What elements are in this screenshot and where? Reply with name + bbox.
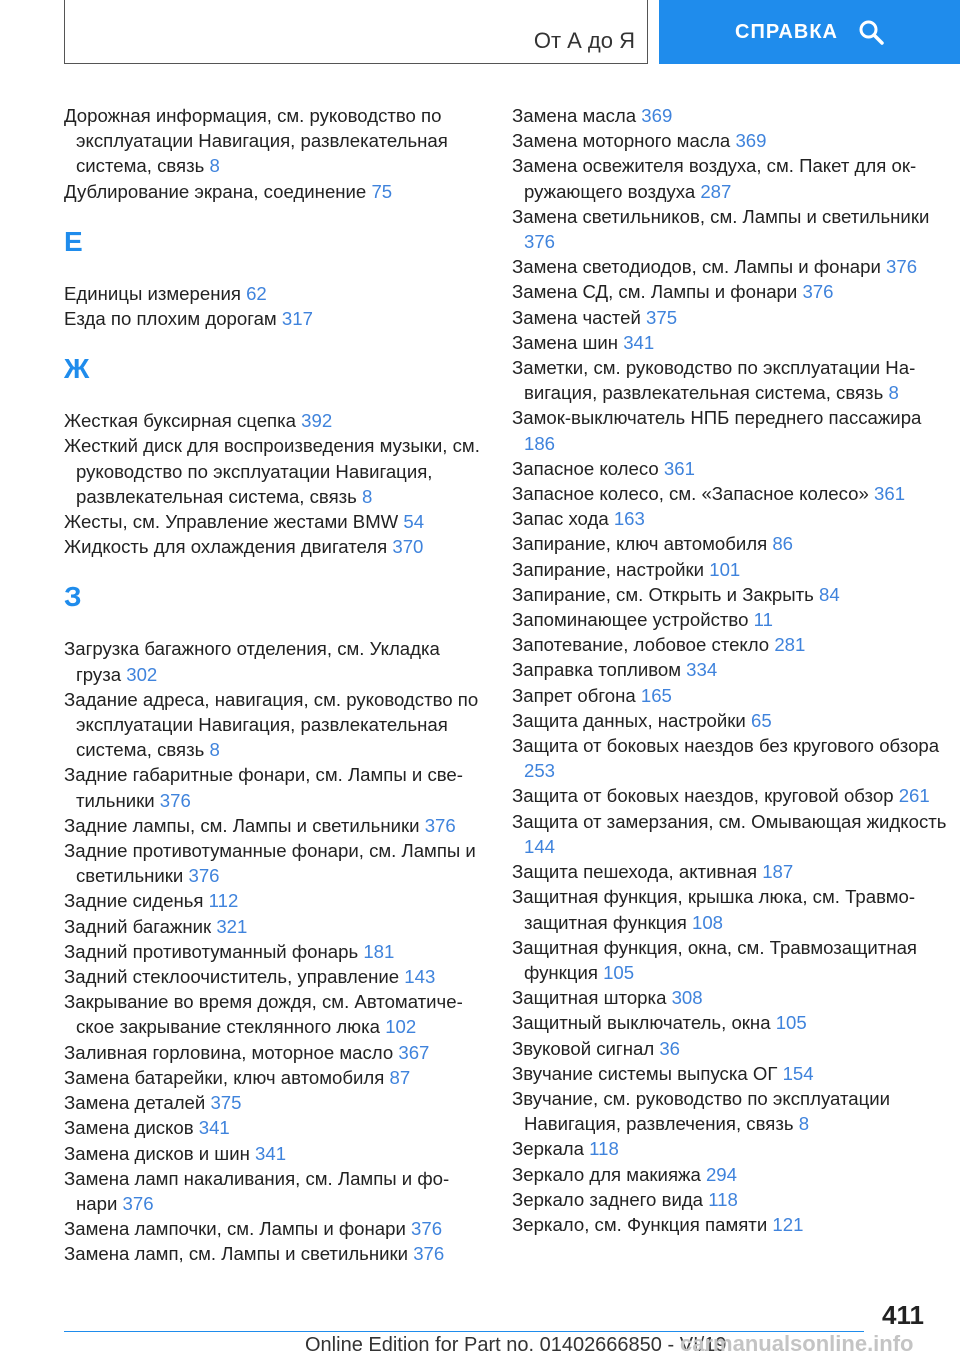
index-page-link[interactable]: 8: [362, 485, 373, 507]
index-entry: [64, 103, 484, 179]
index-entry-text: Замена ламп накаливания, см. Лампы и фонари: [64, 1167, 450, 1214]
index-entry: [64, 687, 484, 763]
index-entry: [64, 1090, 484, 1115]
index-entry: [512, 1086, 952, 1136]
index-section-letter: З: [64, 581, 82, 613]
index-entry-text: Задний багажник: [64, 915, 212, 937]
index-page-link[interactable]: 86: [772, 533, 794, 555]
index-entry: [512, 708, 952, 733]
index-entry-text: Единицы измерения: [64, 282, 241, 304]
index-entry-text: Жидкость для охлаждения двигателя: [64, 536, 388, 558]
index-entry-text: Задание адреса, навигация, см. руководство по эксплуатации Навигация, развлекательная система, связь: [64, 688, 479, 761]
index-page-link[interactable]: 375: [210, 1092, 242, 1114]
index-page-link[interactable]: 361: [874, 483, 906, 505]
index-entry: [64, 1216, 484, 1241]
index-entry: [512, 557, 952, 582]
index-entry: [512, 783, 952, 808]
index-entry-text: Замок-выключатель НПБ переднего пассажира: [512, 407, 922, 429]
index-entry: [512, 506, 952, 531]
index-entry-text: Задние лампы, см. Лампы и светильники: [64, 814, 420, 836]
index-entry-text: Замена дисков и шин: [64, 1142, 250, 1164]
index-page-link[interactable]: 8: [888, 382, 899, 404]
index-page-link[interactable]: 370: [392, 536, 424, 558]
index-page-link[interactable]: 62: [246, 282, 267, 304]
index-page-link[interactable]: 376: [411, 1218, 443, 1240]
index-page-link[interactable]: 341: [198, 1117, 230, 1139]
index-entry: [64, 509, 484, 534]
index-page-link[interactable]: 369: [735, 130, 767, 152]
index-entry: [512, 884, 952, 934]
index-entry-text: Запрет обгона: [512, 684, 636, 706]
index-entry-text: Запирание, настройки: [512, 558, 705, 580]
index-page-link[interactable]: 181: [363, 940, 395, 962]
index-entry: [64, 306, 484, 331]
index-page-link[interactable]: 367: [398, 1041, 430, 1063]
index-entry: [64, 179, 484, 204]
index-entry-text: Запирание, см. Открыть и Закрыть: [512, 583, 814, 605]
index-page-link[interactable]: 287: [700, 180, 732, 202]
index-entry-text: Жесткая буксирная сцепка: [64, 410, 296, 432]
index-entry-text: Задний стеклоочиститель, управление: [64, 966, 400, 988]
index-entry-text: Замена светильников, см. Лампы и светильники: [512, 205, 930, 227]
index-entry-text: Задние габаритные фонари, см. Лампы и светильники: [64, 764, 463, 811]
index-page-link[interactable]: 261: [898, 785, 930, 807]
index-page-link[interactable]: 361: [663, 457, 695, 479]
index-entry: [512, 1061, 952, 1086]
index-page-link[interactable]: 8: [209, 155, 220, 177]
index-page-link[interactable]: 105: [775, 1012, 807, 1034]
index-entry-text: Замена дисков: [64, 1117, 194, 1139]
index-entry: [64, 433, 484, 509]
index-page-link[interactable]: 65: [750, 709, 772, 731]
index-page-link[interactable]: 321: [216, 915, 248, 937]
index-entry-text: Замена лампочки, см. Лампы и фонари: [64, 1218, 406, 1240]
index-entry-text: Езда по плохим дорогам: [64, 308, 277, 330]
index-page-link[interactable]: 253: [524, 760, 556, 782]
index-entry-text: Звуковой сигнал: [512, 1037, 655, 1059]
index-entry: [64, 1166, 484, 1216]
index-page-link[interactable]: 369: [641, 105, 673, 126]
index-entry: [512, 733, 952, 783]
index-entry: [512, 481, 952, 506]
index-entry-text: Защитная функция, крышка люка, см. Травмозащитная функция: [512, 886, 916, 933]
index-page-link[interactable]: 317: [281, 308, 313, 330]
index-entry-text: Защита от замерзания, см. Омывающая жидкость: [512, 810, 947, 832]
index-entry-text: Замена частей: [512, 306, 641, 328]
index-entry: [64, 636, 484, 686]
index-page-link[interactable]: 165: [640, 684, 672, 706]
index-page-link[interactable]: 112: [208, 890, 239, 912]
index-page-link[interactable]: 392: [301, 410, 333, 432]
index-entry-text: Замена освежителя воздуха, см. Пакет для окружающего воздуха: [512, 155, 917, 202]
index-page-link[interactable]: 143: [404, 966, 436, 988]
index-page-link[interactable]: 84: [818, 583, 840, 605]
footer-edition-text: Online Edition for Part no. 01402666850 - VI/19: [305, 1334, 727, 1356]
index-page-link[interactable]: 186: [524, 432, 556, 454]
index-entry: [512, 153, 952, 203]
index-page-link[interactable]: 308: [671, 987, 703, 1009]
index-page-link[interactable]: 75: [371, 180, 393, 202]
header-tab-a-to-z[interactable]: [64, 0, 648, 64]
index-page-link[interactable]: 118: [708, 1188, 738, 1210]
index-entry-text: Защита пешехода, активная: [512, 861, 758, 883]
index-entry: [512, 305, 952, 330]
index-entry: [512, 330, 952, 355]
index-page-link[interactable]: 376: [802, 281, 834, 303]
index-section-letter: Ж: [64, 353, 90, 385]
index-entry: [512, 405, 952, 455]
index-entry: [64, 914, 484, 939]
index-entry-text: Загрузка багажного отделения, см. Укладка груза: [64, 638, 440, 685]
index-page-link[interactable]: 294: [705, 1163, 737, 1185]
index-page-link[interactable]: 376: [122, 1192, 154, 1214]
index-entry: [512, 355, 952, 405]
index-entry-text: Задние противотуманные фонари, см. Лампы и светильники: [64, 840, 476, 887]
index-entry: [512, 1036, 952, 1061]
index-entry: [64, 534, 484, 559]
index-entry-text: Замена СД, см. Лампы и фонари: [512, 281, 798, 303]
index-entry-text: Запирание, ключ автомобиля: [512, 533, 768, 555]
index-entry-text: Защита от боковых наездов, круговой обзор: [512, 785, 894, 807]
header-tab-reference[interactable]: [659, 0, 960, 64]
index-entry-text: Замена батарейки, ключ автомобиля: [64, 1066, 385, 1088]
index-entry-text: Жесткий диск для воспроизведения музыки, см. руководство по эксплуатации Навигация, развлекательная система, связь: [64, 435, 480, 507]
index-entry: [64, 762, 484, 812]
index-entry: [64, 989, 484, 1039]
index-entry-text: Замена ламп, см. Лампы и светильники: [64, 1243, 409, 1265]
index-entry-text: Заметки, см. руководство по эксплуатации Навигация, развлекательная система, связь: [512, 357, 916, 404]
index-entry-text: Замена деталей: [64, 1092, 206, 1114]
index-page-link[interactable]: 8: [209, 739, 220, 761]
header-tab-a-to-z-label: От А до Я: [533, 28, 635, 53]
index-entry: [512, 683, 952, 708]
index-page-link[interactable]: 54: [403, 511, 425, 533]
index-entry-text: Зеркало заднего вида: [512, 1188, 704, 1210]
index-entry-text: Запасное колесо, см. «Запасное колесо»: [512, 483, 869, 505]
index-entry: [64, 1141, 484, 1166]
index-entry: [512, 859, 952, 884]
index-page-link[interactable]: 341: [623, 331, 655, 353]
index-page-link[interactable]: 11: [753, 609, 773, 631]
index-entry-text: Защитная функция, окна, см. Травмозащитная функция: [512, 936, 917, 983]
index-entry-text: Защита от боковых наездов без кругового обзора: [512, 735, 940, 757]
index-entry-text: Звучание, см. руководство по эксплуатации Навигация, развлечения, связь: [512, 1087, 891, 1135]
index-page-link[interactable]: 87: [389, 1066, 411, 1088]
index-page-link[interactable]: 187: [762, 861, 794, 883]
index-entry-text: Звучание системы выпуска ОГ: [512, 1062, 778, 1084]
index-entry: [512, 1187, 952, 1212]
index-column-right: [512, 103, 952, 1237]
index-entry-text: Защита данных, настройки: [512, 709, 746, 731]
index-entry: [512, 632, 952, 657]
index-page-link[interactable]: 102: [385, 1016, 417, 1038]
index-entry: [512, 204, 952, 254]
index-entry-text: Замена моторного масла: [512, 130, 731, 152]
index-entry-text: Замена шин: [512, 331, 619, 353]
index-entry: [512, 582, 952, 607]
index-page-link[interactable]: 108: [691, 911, 724, 933]
index-entry: [64, 1040, 484, 1065]
index-entry-text: Закрывание во время дождя, см. Автоматическое закрывание стеклянного люка: [64, 991, 463, 1038]
index-page-link[interactable]: 144: [524, 835, 556, 857]
index-entry-text: Замена светодиодов, см. Лампы и фонари: [512, 256, 881, 278]
index-page-link[interactable]: 302: [126, 663, 158, 685]
index-entry: [512, 935, 952, 985]
index-page-link[interactable]: 376: [413, 1243, 445, 1265]
index-page-link[interactable]: 376: [524, 231, 556, 253]
index-entry-text: Задние сиденья: [64, 890, 204, 912]
index-entry: [512, 456, 952, 481]
index-entry: [64, 888, 484, 913]
index-entry: [64, 813, 484, 838]
index-entry: [64, 964, 484, 989]
index-entry: [512, 985, 952, 1010]
index-entry-text: Заливная горловина, моторное масло: [64, 1041, 394, 1063]
index-entry-text: Дублирование экрана, соединение: [64, 180, 367, 202]
index-page-link[interactable]: 36: [659, 1037, 681, 1059]
index-page-link[interactable]: 101: [709, 558, 741, 580]
index-entry-text: Запотевание, лобовое стекло: [512, 634, 770, 656]
index-entry-text: Жесты, см. Управление жестами BMW: [64, 511, 399, 533]
index-page-link[interactable]: 281: [774, 634, 806, 656]
index-page-link[interactable]: 105: [603, 961, 635, 983]
index-entry: [512, 128, 952, 153]
header-tab-reference-label: СПРАВКА: [735, 20, 838, 43]
index-page-link[interactable]: 334: [686, 659, 718, 681]
index-entry-text: Замена масла: [512, 105, 637, 126]
index-entry: [512, 531, 952, 556]
index-page-link[interactable]: 376: [886, 256, 918, 278]
index-column-left: [64, 103, 484, 1267]
index-page-link[interactable]: 376: [424, 814, 456, 836]
index-section-letter: Е: [64, 225, 83, 257]
index-entry-text: Дорожная информация, см. руководство по эксплуатации Навигация, развлекательная система, связь: [64, 105, 448, 177]
index-entry-text: Защитный выключатель, окна: [512, 1012, 771, 1034]
index-entry: [64, 408, 484, 433]
index-entry: [64, 281, 484, 306]
index-entry: [512, 1212, 952, 1237]
index-entry: [512, 607, 952, 632]
index-page-link[interactable]: 376: [188, 865, 220, 887]
index-entry: [64, 939, 484, 964]
index-entry: [64, 1241, 484, 1266]
index-entry: [512, 1136, 952, 1161]
index-entry-text: Запоминающее устройство: [512, 609, 749, 631]
index-entry-text: Зеркало, см. Функция памяти: [512, 1213, 768, 1235]
index-page-link[interactable]: 8: [798, 1113, 810, 1135]
index-page-link[interactable]: 375: [646, 306, 678, 328]
index-entry: [64, 1115, 484, 1140]
index-entry-text: Заправка топливом: [512, 659, 681, 681]
search-icon[interactable]: [858, 19, 884, 45]
index-entry: [512, 103, 952, 128]
index-entry: [512, 254, 952, 279]
index-page-link[interactable]: 121: [772, 1213, 804, 1235]
page-number: 411: [882, 1300, 924, 1330]
index-entry-text: Задний противотуманный фонарь: [64, 940, 359, 962]
index-entry-text: Зеркало для макияжа: [512, 1163, 701, 1185]
index-entry-text: Запас хода: [512, 508, 609, 530]
index-entry-text: Защитная шторка: [512, 987, 667, 1009]
index-page-link[interactable]: 163: [613, 508, 645, 530]
footer-watermark: carmanualsonline.info: [680, 1331, 914, 1356]
index-entry-text: Запасное колесо: [512, 457, 659, 479]
index-page-link[interactable]: 341: [255, 1142, 287, 1164]
index-entry: [512, 1162, 952, 1187]
index-page-link[interactable]: 118: [589, 1138, 619, 1160]
index-entry: [512, 809, 952, 859]
index-entry: [512, 657, 952, 682]
index-entry-text: Зеркала: [512, 1138, 584, 1160]
index-page-link[interactable]: 154: [782, 1062, 814, 1084]
index-entry: [512, 279, 952, 304]
index-entry: [512, 1010, 952, 1035]
index-entry: [64, 838, 484, 888]
index-page-link[interactable]: 376: [159, 789, 191, 811]
index-entry: [64, 1065, 484, 1090]
